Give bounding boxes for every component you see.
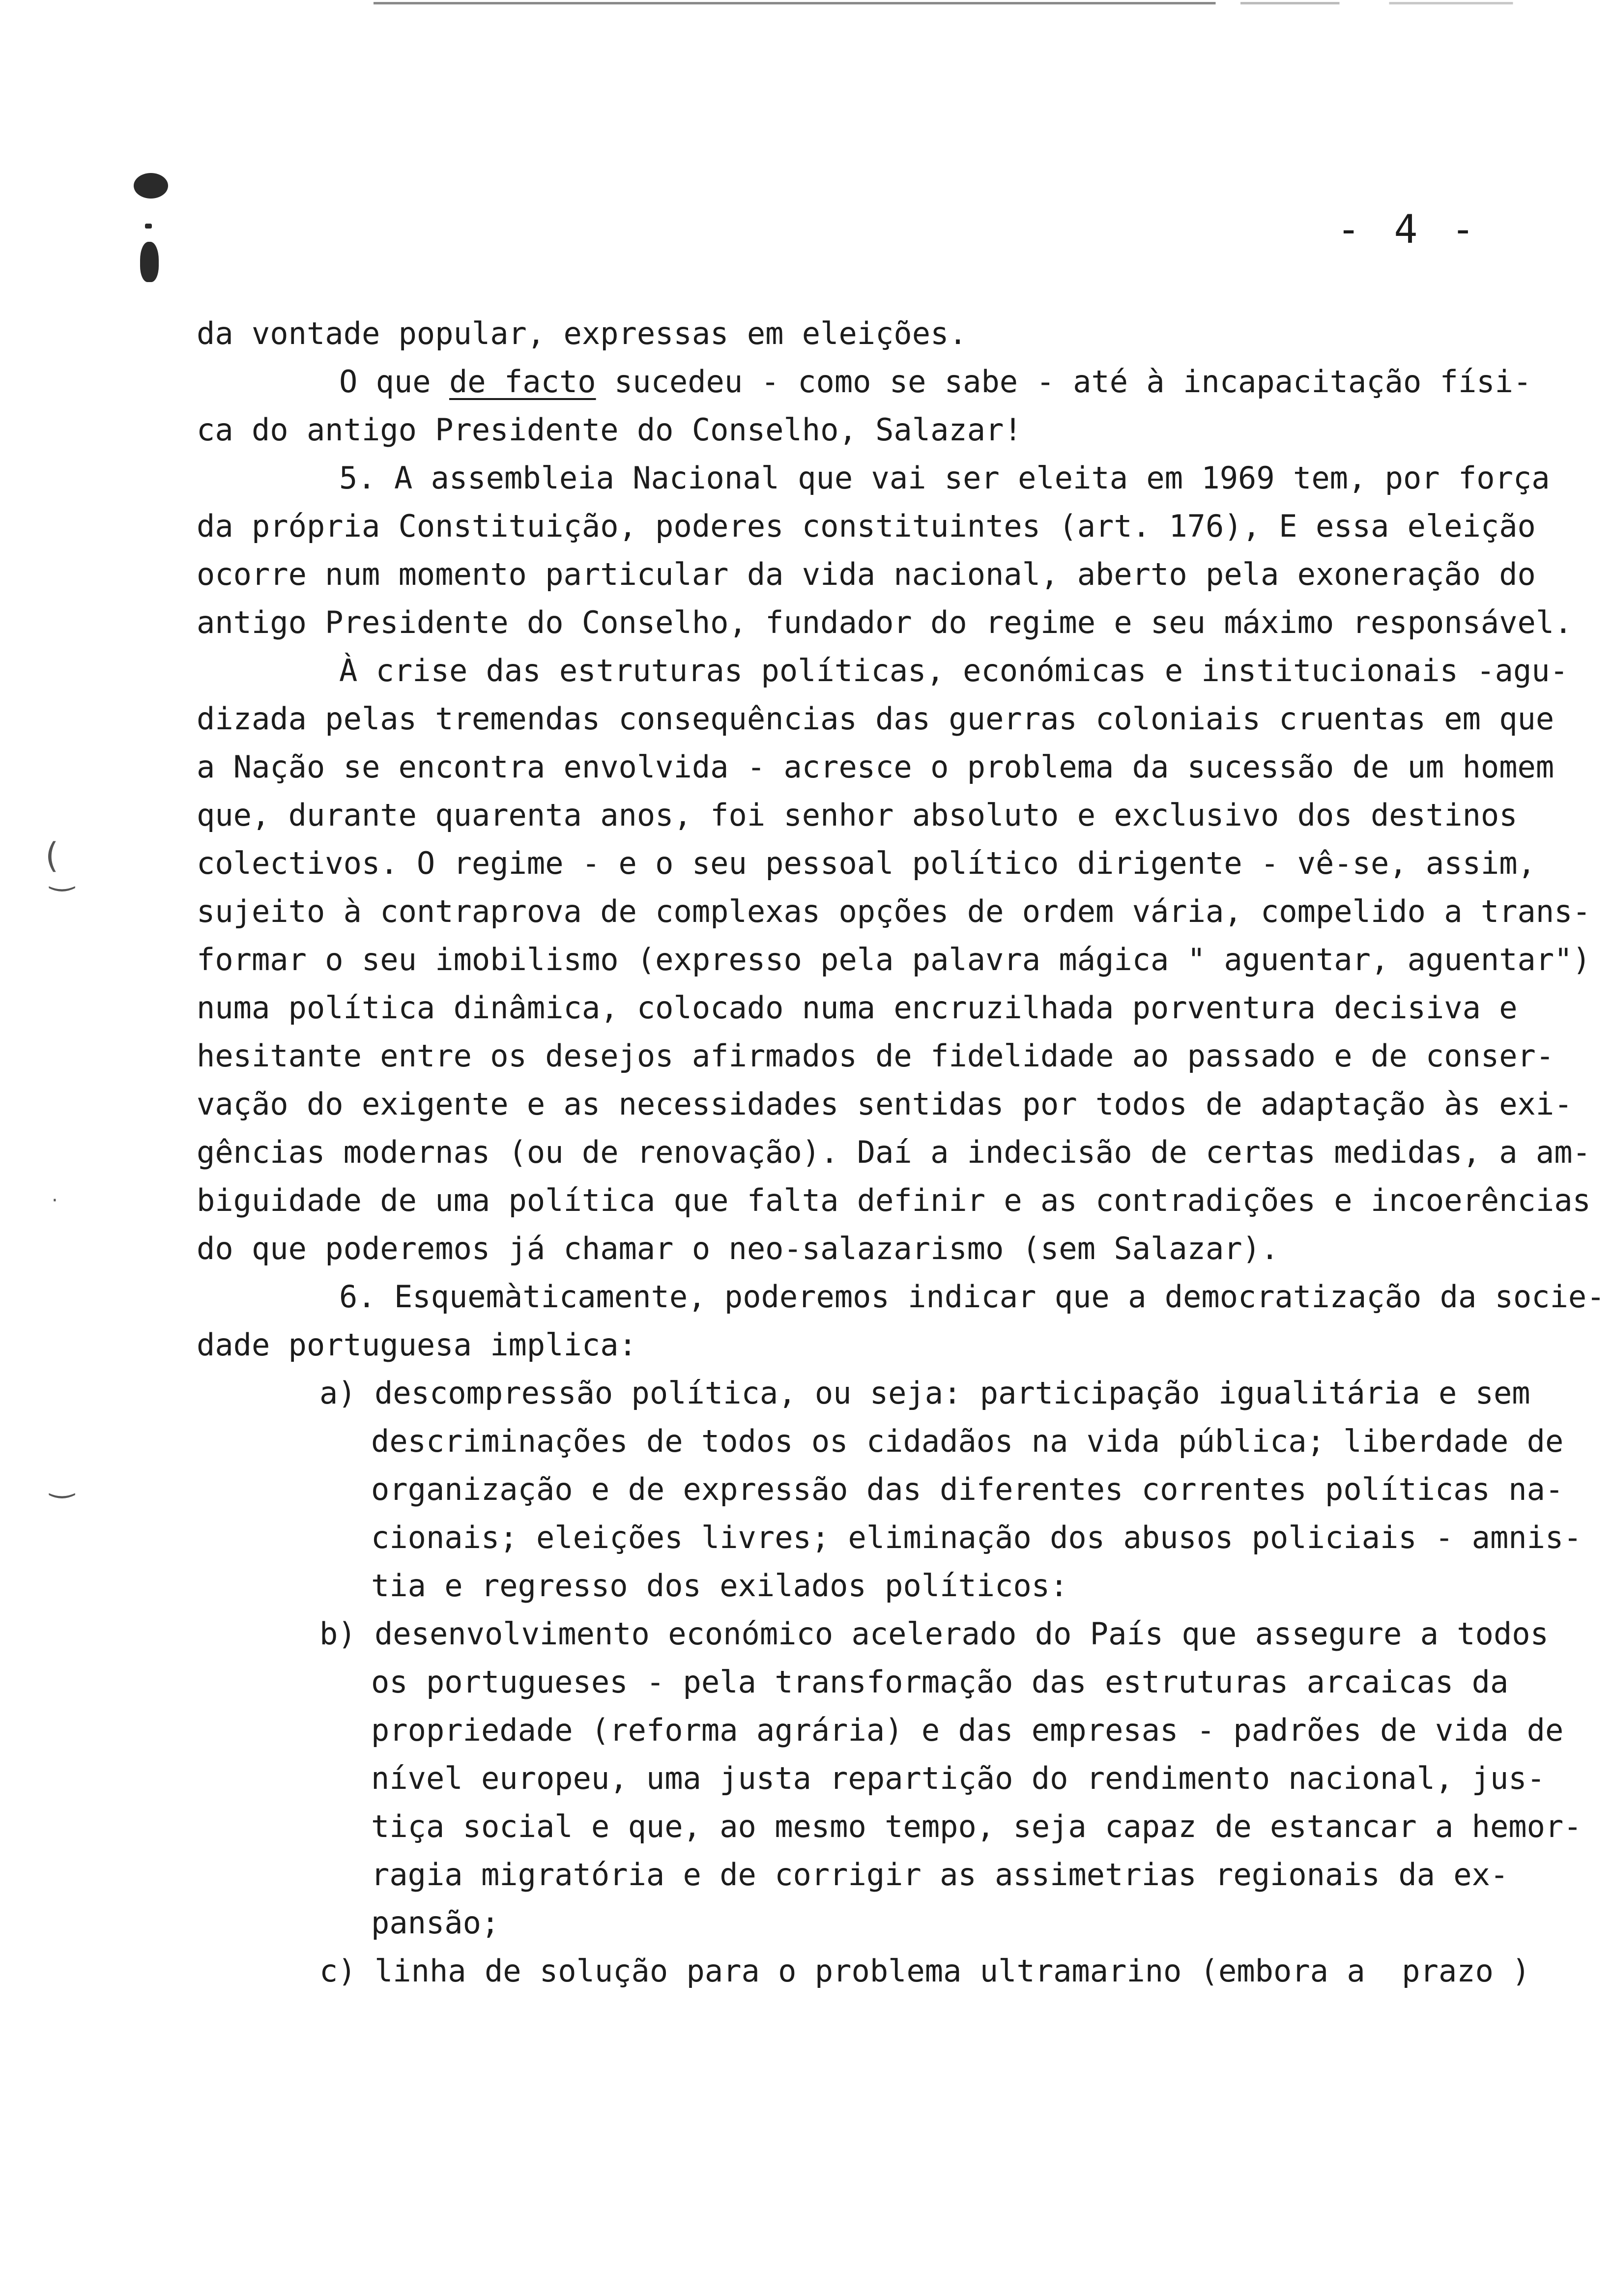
margin-bracket-mark: ( [45,835,59,876]
text-line: 5. A assembleia Nacional que vai ser eleita em 1969 tem, por força [339,460,1550,496]
margin-curve-mark: ‿ [50,858,74,892]
text-line: hesitante entre os desejos afirmados de fidelidade ao passado e de conser- [197,1038,1554,1074]
text-line: formar o seu imobilismo (expresso pela palavra mágica " aguentar, aguentar") [197,942,1591,977]
text-line: ragia migratória e de corrigir as assimetrias regionais da ex- [371,1857,1509,1893]
punch-hole-top [134,173,168,199]
margin-curve-mark: ‿ [50,1464,74,1499]
text-line: dade portuguesa implica: [197,1327,637,1363]
text-line: colectivos. O regime - e o seu pessoal político dirigente - vê-se, assim, [197,845,1536,881]
text-line: propriedade (reforma agrária) e das empresas - padrões de vida de [371,1712,1564,1748]
margin-dot-mark: · [52,1189,58,1212]
text-line: nível europeu, uma justa repartição do rendimento nacional, jus- [371,1760,1545,1796]
text-line: que, durante quarenta anos, foi senhor absoluto e exclusivo dos destinos [197,797,1518,833]
text-line: cionais; eleições livres; eliminação dos abusos policiais - amnis- [371,1520,1582,1555]
text-line: sujeito à contraprova de complexas opções de ordem vária, compelido a trans- [197,893,1591,929]
document-body [197,310,1605,1995]
top-edge-rule [374,2,1612,4]
text-line: do que poderemos já chamar o neo-salazarismo (sem Salazar). [197,1231,1279,1266]
text-line: 6. Esquemàticamente, poderemos indicar que a democratização da socie- [339,1279,1605,1315]
text-line: vação do exigente e as necessidades sentidas por todos de adaptação às exi- [197,1086,1573,1122]
text-line: pansão; [371,1905,500,1941]
list-item-a: a) descompressão política, ou seja: participação igualitária e sem [319,1375,1530,1411]
text-line: gências modernas (ou de renovação). Daí a indecisão de certas medidas, a am- [197,1134,1591,1170]
text-line: da vontade popular, expressas em eleições. [197,316,967,351]
punch-hole-mark [145,224,152,229]
list-item-c: c) linha de solução para o problema ultramarino (embora a prazo ) [319,1953,1530,1989]
text-line: À crise das estruturas políticas, económicas e institucionais -agu- [339,653,1568,689]
text-line: os portugueses - pela transformação das estruturas arcaicas da [371,1664,1509,1700]
text-line: tiça social e que, ao mesmo tempo, seja capaz de estancar a hemor- [371,1808,1582,1844]
punch-hole-bottom [140,242,159,282]
text-line: ocorre num momento particular da vida nacional, aberto pela exoneração do [197,556,1536,592]
list-item-b: b) desenvolvimento económico acelerado do País que assegure a todos [319,1616,1549,1652]
text-line: descriminações de todos os cidadãos na vida pública; liberdade de [371,1423,1564,1459]
text-line: biguidade de uma política que falta definir e as contradições e incoerências [197,1182,1591,1218]
text-line: O que de facto sucedeu - como se sabe - até à incapacitação físi- [339,364,1532,400]
text-line: numa política dinâmica, colocado numa encruzilhada porventura decisiva e [197,990,1518,1026]
page-number: - 4 - [1337,206,1480,252]
text-line: ca do antigo Presidente do Conselho, Salazar! [197,412,1022,448]
text-line: antigo Presidente do Conselho, fundador do regime e seu máximo responsável. [197,604,1573,640]
text-line: organização e de expressão das diferentes correntes políticas na- [371,1471,1564,1507]
text-line: dizada pelas tremendas consequências das guerras coloniais cruentas em que [197,701,1554,737]
text-line: tia e regresso dos exilados políticos: [371,1568,1068,1604]
text-line: a Nação se encontra envolvida - acresce o problema da sucessão de um homem [197,749,1554,785]
text-line: da própria Constituição, poderes constituintes (art. 176), E essa eleição [197,508,1536,544]
